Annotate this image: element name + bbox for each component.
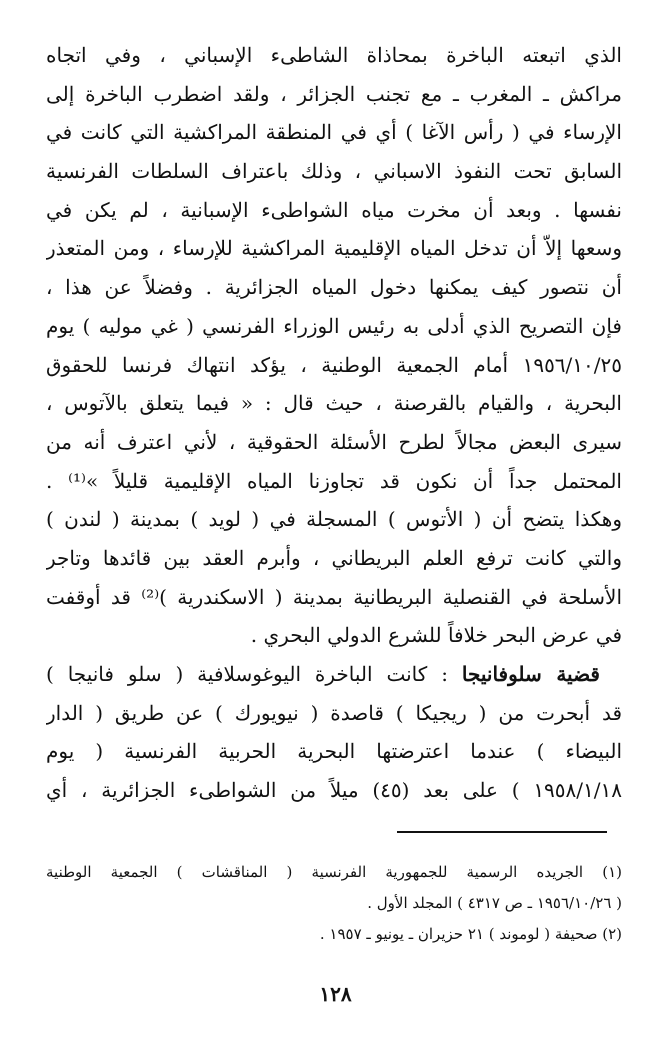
footnote-line: (٢) صحيفة ( لوموند ) ٢١ حزيران ـ يونيو ـ ١٩٥٧ . xyxy=(319,925,622,943)
footnote-separator xyxy=(397,831,607,833)
section-heading: قضية سلوفانيجا xyxy=(461,662,600,686)
text-line: وهكذا يتضح أن ( الأتوس ) المسجلة في ( لويد ) بمدينة ( لندن ) xyxy=(46,507,622,532)
footnotes xyxy=(46,857,622,950)
text-line: الإرساء في ( رأس الآغا ) أي في المنطقة المراكشية التي كانت في xyxy=(46,120,622,145)
body-text xyxy=(46,36,622,810)
text-line: ١٩٥٦/١٠/٢٥ أمام الجمعية الوطنية ، يؤكد انتهاك فرنسا للحقوق xyxy=(46,352,622,377)
text-line: البحرية ، والقيام بالقرصنة ، حيث قال : « فيما يتعلق بالآتوس ، xyxy=(46,391,622,416)
footnote-line: ( ١٩٥٦/١٠/٢٦ ـ ص ٤٣١٧ ) المجلد الأول . xyxy=(367,894,622,912)
text-line: أن نتصور كيف يمكنها دخول المياه الجزائرية . وفضلاً عن هذا ، xyxy=(46,275,622,300)
text-line: قد أبحرت من ( ريجيكا ) قاصدة ( نيويورك ) عن طريق ( الدار xyxy=(46,700,622,725)
text-line: ١٩٥٨/١/١٨ ) على بعد (٤٥) ميلاً من الشواطىء الجزائرية ، أي xyxy=(46,778,622,803)
text-line: مراكش ـ المغرب ـ مع تجنب الجزائر ، ولقد اضطرب الباخرة إلى xyxy=(46,81,622,106)
heading-line-text: : كانت الباخرة اليوغوسلافية ( سلو فانيجا ) xyxy=(46,662,448,686)
text-line: المحتمل جداً أن نكون قد تجاوزنا المياه الإقليمية قليلاً »⁽¹⁾ . xyxy=(46,468,622,493)
text-line: في عرض البحر خلافاً للشرع الدولي البحري . xyxy=(250,623,622,648)
text-line: الأسلحة في القنصلية البريطانية بمدينة ( الاسكندرية )⁽²⁾ قد أوقفت xyxy=(46,584,622,609)
text-line: الذي اتبعته الباخرة بمحاذاة الشاطىء الإسباني ، وفي اتجاه xyxy=(46,43,622,67)
paragraph-first-line xyxy=(46,655,622,694)
text-line: البيضاء ) عندما اعترضتها البحرية الحربية الفرنسية ( يوم xyxy=(46,739,622,764)
text-line: نفسها . وبعد أن مخرت مياه الشواطىء الإسبانية ، لم يكن في xyxy=(46,197,622,222)
text-line: فإن التصريح الذي أدلى به رئيس الوزراء الفرنسي ( غي موليه ) يوم xyxy=(46,313,622,338)
page-number: ١٢٨ xyxy=(319,982,352,1006)
text-line: السابق تحت النفوذ الاسباني ، وذلك باعتراف السلطات الفرنسية xyxy=(46,159,622,184)
text-line: سيرى البعض مجالاً لطرح الأسئلة الحقوقية ، لأني اعترف أنه من xyxy=(46,429,622,454)
text-line: وسعها إلاّ أن تدخل المياه الإقليمية المراكشية للإرساء ، ومن المتعذر xyxy=(46,236,622,261)
footnote-line: (١) الجريده الرسمية للجمهورية الفرنسية ( المناقشات ) الجمعية الوطنية xyxy=(46,863,622,881)
text-line: والتي كانت ترفع العلم البريطاني ، وأبرم العقد بين قائدها وتاجر xyxy=(46,545,622,570)
